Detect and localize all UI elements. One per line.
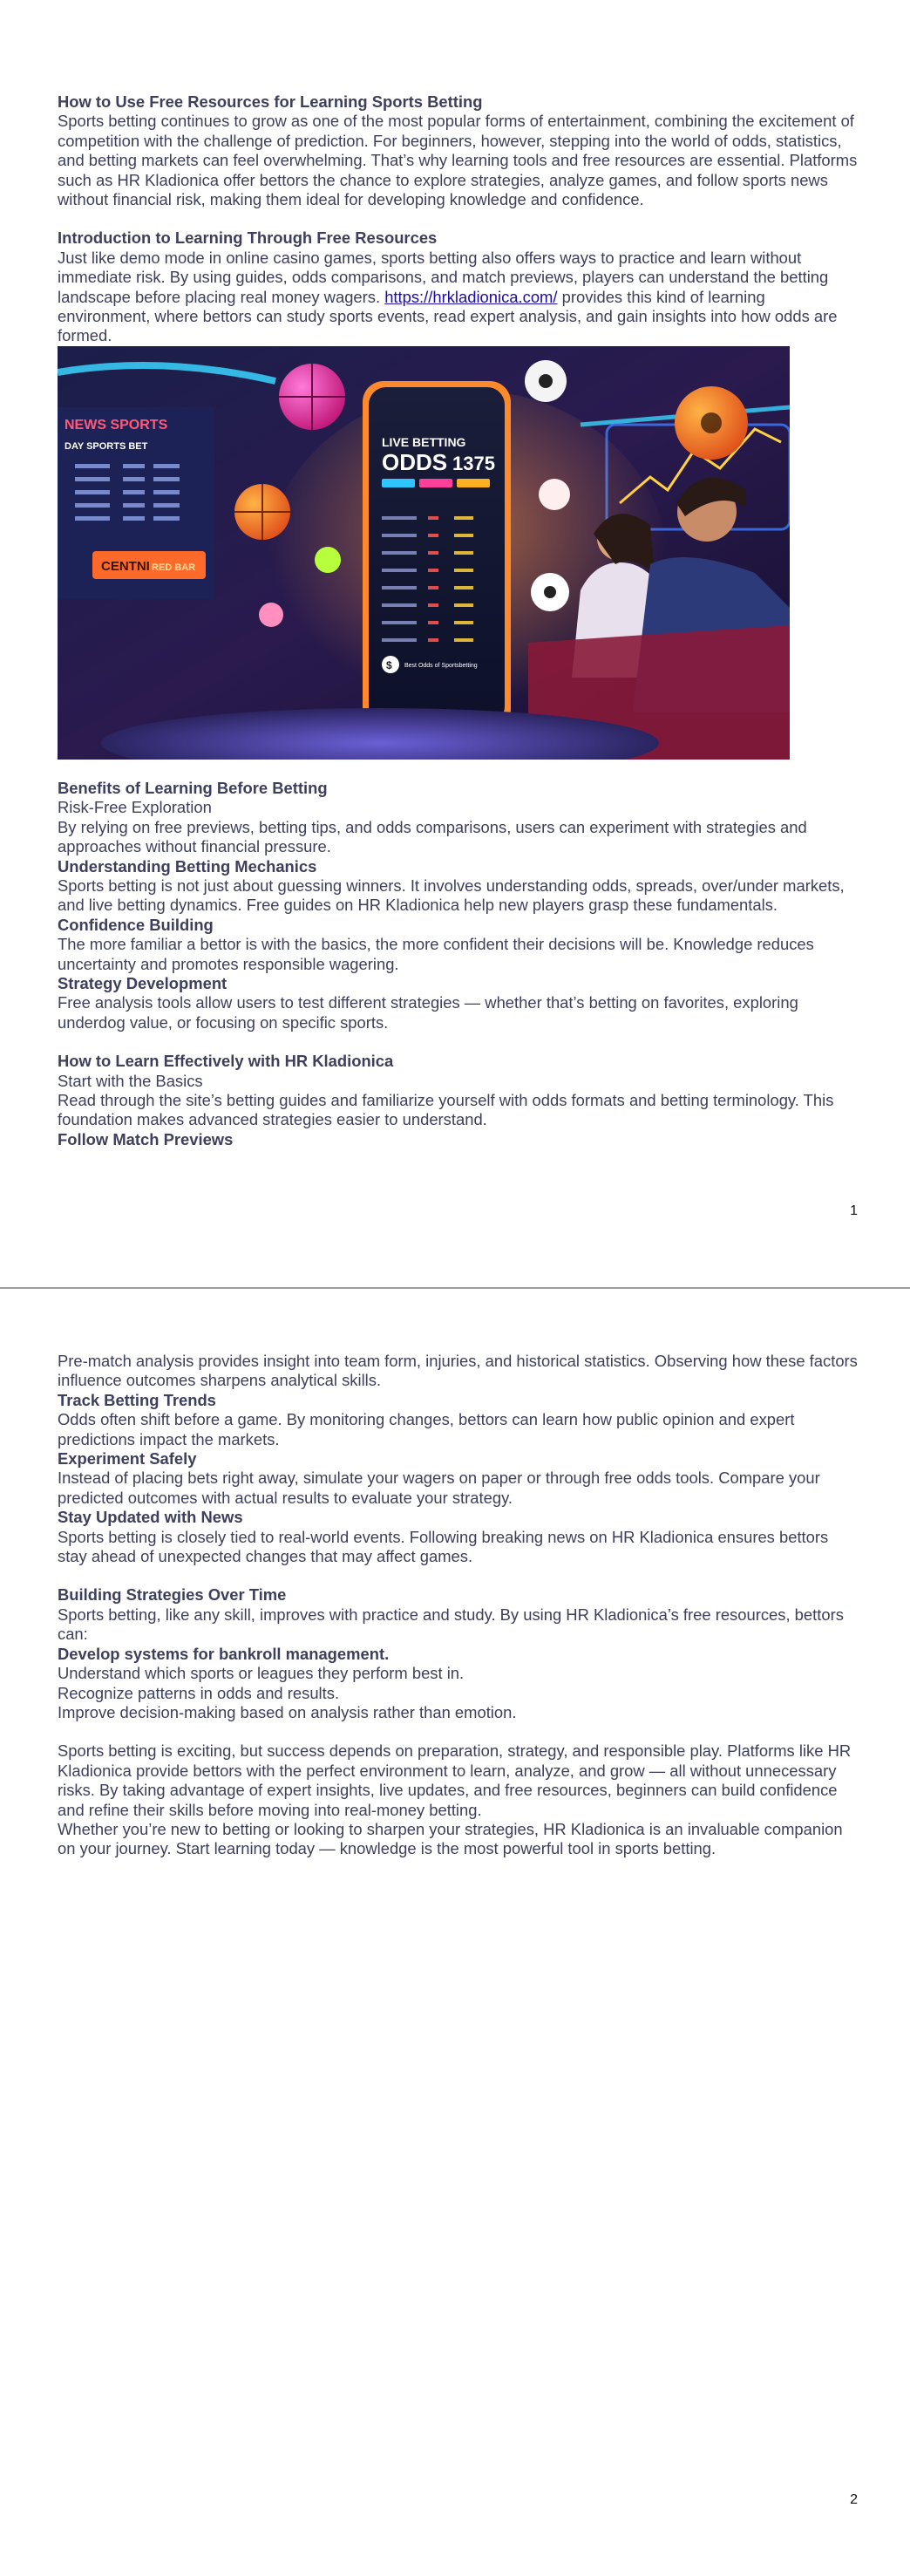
heading-follow-previews: Follow Match Previews [58,1129,234,1148]
heading-trends: Track Betting Trends [58,1390,216,1409]
list-item: Understand which sports or leagues they perform best in. [58,1664,465,1683]
subheading-risk-free: Risk-Free Exploration [58,798,212,817]
paragraph-confidence: The more familiar a bettor is with the basics, the more confident their decisions will be. Knowledge reduces uncertainty and promotes responsible wagering. [58,935,814,973]
subheading-basics: Start with the Basics [58,1071,203,1090]
paragraph-conclusion-1: Sports betting is exciting, but success depends on preparation, strategy, and responsible play. Platforms like HR Kladionica provide bettors with the perfect environment to learn, analyze, and grow — all without unnecessary risks. By taking advantage of expert insights, live updates, and free resources, beginners can build confidence and refine their skills before moving into real-money betting. [58,1741,852,1819]
paragraph-trends: Odds often shift before a game. By monitoring changes, bettors can learn how public opinion and expert predictions impact the markets. [58,1410,795,1448]
paragraph-conclusion-2: Whether you’re new to betting or looking to sharpen your strategies, HR Kladionica is an invaluable companion on your journey. Start learning today — knowledge is the most powerful tool in sports betting. [58,1819,843,1858]
heading-strategy: Strategy Development [58,973,228,992]
page-number: 2 [850,2492,858,2507]
heading-building: Building Strategies Over Time [58,1585,287,1605]
hrkladionica-link[interactable]: https://hrkladionica.com/ [384,287,558,306]
heading-confidence: Confidence Building [58,915,214,934]
svg-text:$: $ [386,658,392,671]
phone-odds: ODDS [382,448,448,475]
sign-day-sports: DAY SPORTS BET [65,440,148,452]
page-2-content [58,1352,859,1859]
intro-text-a: Just like demo mode in online casino games, sports betting also offers ways to practice and learn without immediate risk. By using guides, odds comparisons, and match previews, players can understand the betting landscape before placing real money wagers. [58,248,829,306]
sign-centni: CENTNI [101,558,150,574]
paragraph-risk-free: By relying on free previews, betting tips, and odds comparisons, users can experiment with strategies and approaches without financial pressure. [58,817,807,856]
introduction-paragraph [58,249,859,346]
paragraph-mechanics: Sports betting is not just about guessing winners. It involves understanding odds, spreads, over/under markets, and live betting dynamics. Free guides on HR Kladionica help new players grasp these fundamentals. [58,876,845,915]
sign-red-bar: RED BAR [152,562,196,573]
heading-benefits: Benefits of Learning Before Betting [58,778,328,797]
heading-introduction: Introduction to Learning Through Free Resources [58,228,438,248]
article-title: How to Use Free Resources for Learning Sports Betting [58,92,483,111]
list-item: Recognize patterns in odds and results. [58,1683,340,1702]
page-2 [0,1289,910,2576]
heading-bankroll: Develop systems for bankroll management. [58,1644,390,1663]
paragraph-basics: Read through the site’s betting guides and familiarize yourself with odds formats and betting terminology. This foundation makes advanced strategies easier to understand. [58,1090,834,1129]
heading-learn-effectively: How to Learn Effectively with HR Kladionica [58,1052,394,1071]
heading-experiment: Experiment Safely [58,1449,197,1469]
page-1 [0,0,910,1287]
heading-news: Stay Updated with News [58,1508,243,1527]
list-item: Improve decision-making based on analysis rather than emotion. [58,1702,517,1721]
paragraph-experiment: Instead of placing bets right away, simulate your wagers on paper or through free odds tools. Compare your predicted outcomes with actual results to evaluate your strategy. [58,1469,820,1507]
paragraph-strategy: Free analysis tools allow users to test different strategies — whether that’s betting on favorites, exploring underdog value, or focusing on specific sports. [58,993,798,1032]
heading-mechanics: Understanding Betting Mechanics [58,856,317,876]
page-1-content [58,92,859,1149]
tennis-ball-icon [315,547,341,573]
phone-odds-number: 1375 [452,452,495,474]
sign-news-sports: NEWS SPORTS [65,417,168,433]
sports-betting-hero-image [58,346,790,760]
paragraph-news: Sports betting is closely tied to real-world events. Following breaking news on HR Kladionica ensures bettors stay ahead of unexpected changes that may affect games. [58,1527,829,1566]
page-number: 1 [850,1203,858,1218]
paragraph-previews: Pre-match analysis provides insight into team form, injuries, and historical statistics. Observing how these factors influence outcomes sharpens analytical skills. [58,1352,858,1390]
paragraph-building: Sports betting, like any skill, improves with practice and study. By using HR Kladionica’s free resources, bettors can: [58,1605,844,1644]
intro-text-b: provides this kind of learning environment, where bettors can study sports events, read expert analysis, and gain insights into how odds are formed. [58,287,838,345]
phone-live-betting: LIVE BETTING [382,434,466,449]
phone-best-odds: Best Odds of Sportsbetting [404,662,478,669]
intro-paragraph: Sports betting continues to grow as one of the most popular forms of entertainment, combining the excitement of competition with the challenge of prediction. For beginners, however, stepping into the world of odds, statistics, and betting markets can feel overwhelming. That’s why learning tools and free resources are essential. Platforms such as HR Kladionica offer bettors the chance to explore strategies, analyze games, and follow sports news without financial risk, making them ideal for developing knowledge and confidence. [58,112,858,209]
